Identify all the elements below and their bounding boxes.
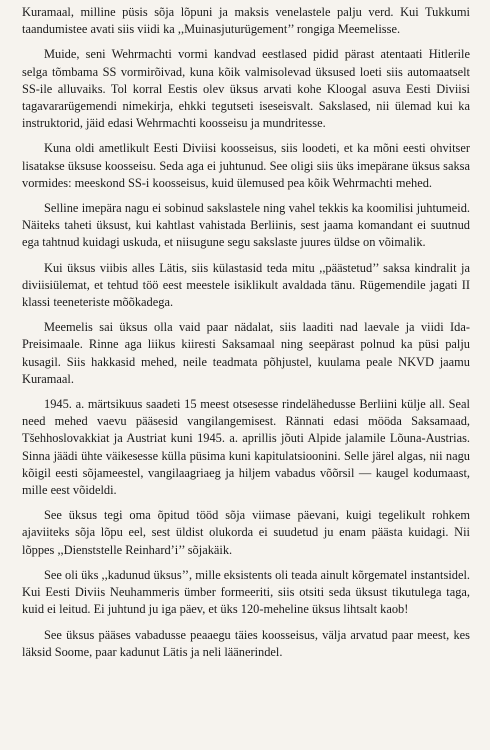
paragraph-1: Kuramaal, milline püsis sõja lõpuni ja maksis venelastele palju verd. Kui Tukkumi taandumistee avati siis viidi ka ,,Muinasjuturügement’’ rongiga Meemelisse. [22,5,470,37]
document-page [22,4,470,669]
paragraph-6: Meemelis sai üksus olla vaid paar nädalat, siis laaditi nad laevale ja viidi Ida-Preisimaale. Rinne aga liikus kiiresti Saksamaal ning seepärast polnud ka püsi palju kusagil. Siis hakkasid mehed, neile teadmata põhjustel, kuulama peale NKVD jaamu Kuramaal. [22,320,470,386]
paragraph-2: Muide, seni Wehrmachti vormi kandvad eestlased pidid pärast atentaati Hitlerile selga tõmbama SS vormirõivad, kuna kõik valmisolevad üksused loeti siis automaatselt SS-ile alluvaiks. Tol korral Eestis olev üksus arvati kohe Kloogal asuva Eesti Diviisi tagavararügemendi nimekirja, ehkki tegutseti iseseisvalt. Sakslased, nii ülemad kui ka instruktorid, jäid edasi Wehrmachti koosseisu ja mundritesse. [22,47,470,131]
paragraph-3: Kuna oldi ametlikult Eesti Diviisi koosseisus, siis loodeti, et ka mõni eesti ohvitser lisatakse üksuse koosseisu. Seda aga ei juhtunud. See oligi siis üks imepärane üksus saksa vormides: meeskond SS-i koosseisus, kuid ülemused pea kõik Wehrmachti mehed. [22,141,470,190]
paragraph-10: See üksus pääses vabadusse peaaegu täies koosseisus, välja arvatud paar meest, kes läksid Soome, paar kadunut Lätis ja neli läänerindel. [22,627,470,659]
paragraph-4: Selline imepära nagu ei sobinud sakslastele ning vahel tekkis ka koomilisi juhtumeid. Näiteks taheti üksust, kui kahtlast vahistada Berliinis, sest jaama komandant ei suutnud ega tahtnud kuidagi uskuda, et niisugune segu sakslaste juures üldse on võimalik. [22,201,470,250]
paragraph-5: Kui üksus viibis alles Lätis, siis külastasid teda mitu ,,päästetud’’ saksa kindralit ja diviisiülemat, et tehtud töö eest meestele isiklikult avaldada tänu. Rügemendile jagati II klassi teeneteriste mõõkadega. [22,260,470,310]
paragraph-8: See üksus tegi oma õpitud tööd sõja viimase päevani, kuigi tegelikult rohkem ajaviiteks sõja lõpu eel, sest üldist olukorda ei suudetud ju enam päästa kuidagi. Nii lõppes ,,Dienststelle Reinhard’i’’ sõjakäik. [22,508,470,557]
paragraph-9: See oli üks ,,kadunud üksus’’, mille eksistents oli teada ainult kõrgematel instantsidel. Kui Eesti Diviis Neuhammeris ümber formeeriti, siis otsiti seda üksust tikutulega taga, kuid ei leitud. Ei juhtund ju iga päev, et üks 120-meheline üksus lihtsalt kaob! [22,567,470,617]
paragraph-7: 1945. a. märtsikuus saadeti 15 meest otsesesse rindelähedusse Berliini külje all. Seal need mehed vaevu pääsesid vangilangemisest. Rännati edasi mööda Saksamaad, Tšehhoslovakkiat ja Austriat kuni 1945. a. aprillis jõuti Alpide jalamile Lõuna-Austrias. Sinna jäädi ühte väikesesse külla püsima kuni kapitulatsioonini. Selle järel algas, nii nagu kõigil eesti sõjameestel, vangilaagriaeg ja hiljem vabadus võõrsil — kaugel kodumaast, mille eest võideldi. [22,397,470,498]
